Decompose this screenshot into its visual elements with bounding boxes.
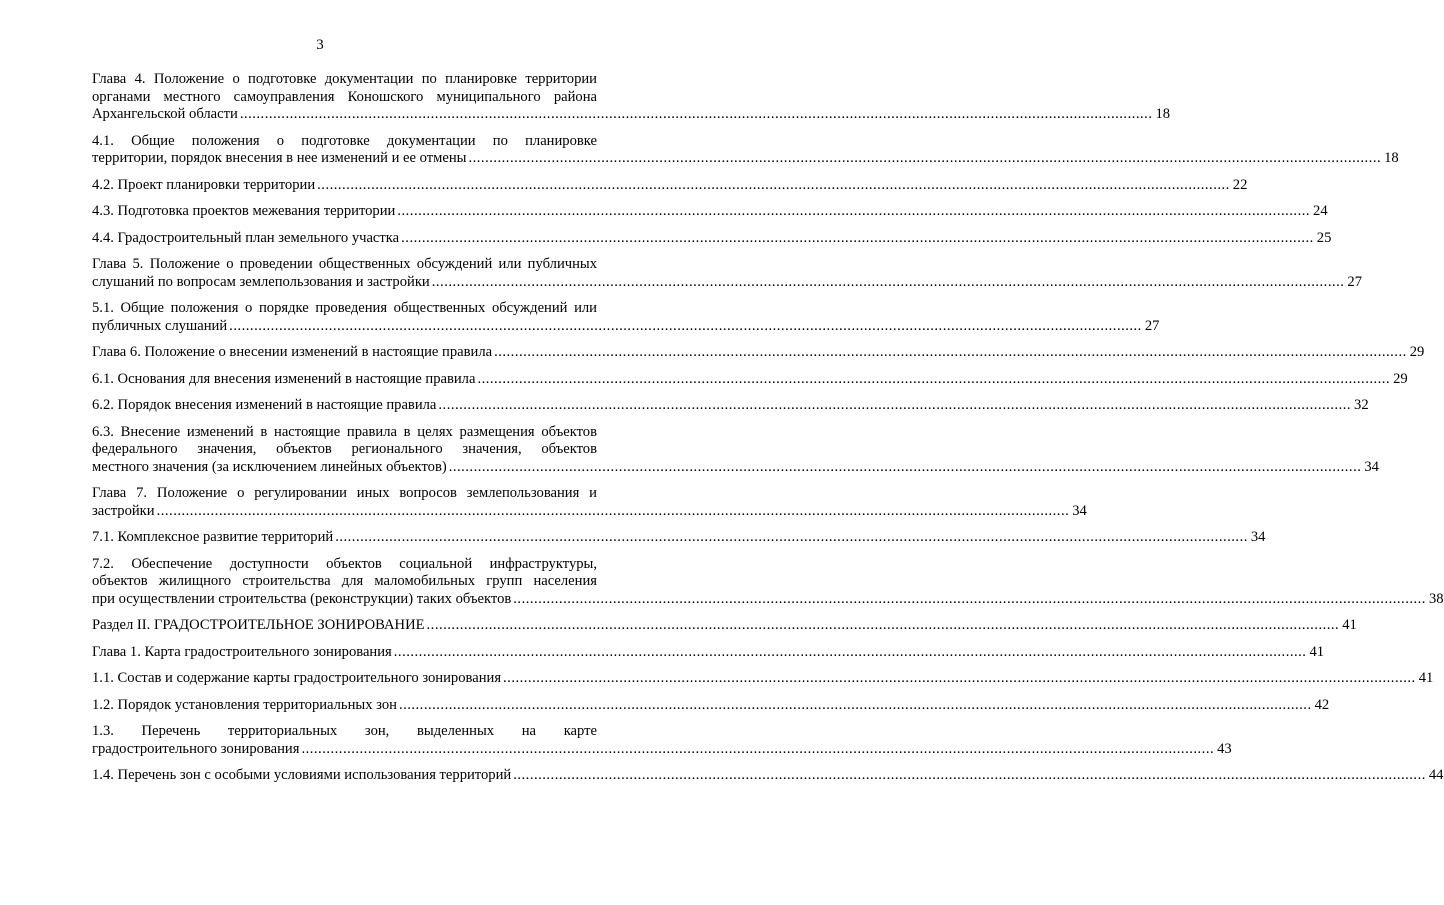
toc-entry-title: 1.1. Состав и содержание карты градостроительного зонирования xyxy=(92,670,502,686)
toc-entry-line: 1.3. Перечень территориальных зон, выделенных на карте xyxy=(92,723,597,739)
toc-entry-page-number: 29 xyxy=(1409,344,1425,360)
toc-entry-title: 6.1. Основания для внесения изменений в настоящие правила xyxy=(92,370,476,387)
toc-entry-page-number: 34 xyxy=(1250,529,1266,545)
toc-entry[interactable] xyxy=(92,423,1379,477)
toc-entry[interactable] xyxy=(92,767,1444,785)
toc-entry-line: Глава 4. Положение о подготовке документации по планировке территории xyxy=(92,71,597,87)
toc-entry-page-number: 27 xyxy=(1347,273,1362,290)
toc-entry-line: объектов жилищного строительства для маломобильных групп населения xyxy=(92,573,597,589)
toc-entry-last-line xyxy=(92,696,1330,715)
dot-leader: ............................................................................................................................................................................................................................ xyxy=(438,397,1352,413)
dot-leader: ............................................................................................................................................................................................................................ xyxy=(393,643,1307,660)
toc-entry-title: градостроительного зонирования xyxy=(92,740,300,757)
dot-leader: ............................................................................................................................................................................................................................ xyxy=(513,767,1426,783)
dot-leader: ............................................................................................................................................................................................................................ xyxy=(156,502,1070,519)
toc-entry-page-number: 42 xyxy=(1314,696,1330,713)
toc-entry-title: местного значения (за исключением линейных объектов) xyxy=(92,458,447,475)
toc-entry-title: 7.1. Комплексное развитие территорий xyxy=(92,529,334,545)
toc-entry-page-number: 24 xyxy=(1313,203,1328,219)
dot-leader: ............................................................................................................................................................................................................................ xyxy=(503,670,1416,686)
toc-entry[interactable] xyxy=(92,617,1357,635)
toc-entry-title: при осуществлении строительства (реконструкции) таких объектов xyxy=(92,590,512,607)
toc-entry-page-number: 27 xyxy=(1144,317,1160,334)
toc-entry-last-line xyxy=(92,529,1266,547)
toc-entry-title: 4.4. Градостроительный план земельного участка xyxy=(92,229,400,246)
toc-entry-line: Глава 5. Положение о проведении общественных обсуждений или публичных xyxy=(92,256,597,272)
toc-entry-last-line xyxy=(92,670,1434,688)
dot-leader: ............................................................................................................................................................................................................................ xyxy=(317,176,1230,193)
toc-entry[interactable] xyxy=(92,176,1248,195)
toc-entry-line: 5.1. Общие положения о порядке проведения общественных обсуждений или xyxy=(92,300,597,316)
toc-entry[interactable] xyxy=(92,229,1332,248)
toc-entry-last-line xyxy=(92,203,1328,221)
toc-entry-last-line xyxy=(92,767,1444,785)
toc-entry-last-line xyxy=(92,590,1444,609)
toc-entry-last-line xyxy=(92,370,1408,389)
toc-entry-page-number: 32 xyxy=(1354,397,1369,413)
dot-leader: ............................................................................................................................................................................................................................ xyxy=(239,106,1153,122)
toc-entry-last-line xyxy=(92,106,1171,124)
toc-entry-line: Глава 7. Положение о регулировании иных вопросов землепользования и xyxy=(92,485,597,501)
toc-entry[interactable] xyxy=(92,370,1408,389)
toc-entry-title: Глава 6. Положение о внесении изменений в настоящие правила xyxy=(92,344,493,360)
toc-entry[interactable] xyxy=(92,643,1325,662)
toc-entry-line: 7.2. Обеспечение доступности объектов социальной инфраструктуры, xyxy=(92,555,597,572)
toc-entry-title: 4.3. Подготовка проектов межевания территории xyxy=(92,203,396,219)
dot-leader: ............................................................................................................................................................................................................................ xyxy=(513,590,1426,607)
toc-entry-page-number: 34 xyxy=(1072,502,1087,519)
toc-entry-title: 1.4. Перечень зон с особыми условиями использования территорий xyxy=(92,767,512,783)
toc-entry[interactable] xyxy=(92,132,1399,168)
dot-leader: ............................................................................................................................................................................................................................ xyxy=(426,617,1340,633)
toc-entry-last-line xyxy=(92,617,1357,635)
toc-entry-line: 4.1. Общие положения о подготовке документации по планировке xyxy=(92,132,597,149)
dot-leader: ............................................................................................................................................................................................................................ xyxy=(448,458,1362,475)
dot-leader: ............................................................................................................................................................................................................................ xyxy=(301,740,1215,757)
toc-entry-title: публичных слушаний xyxy=(92,317,228,334)
toc-entry[interactable] xyxy=(92,256,1362,291)
page-number: 3 xyxy=(316,37,324,53)
toc-entry[interactable] xyxy=(92,203,1328,221)
toc-entry-page-number: 44 xyxy=(1428,767,1444,783)
toc-entry[interactable] xyxy=(92,71,1171,124)
toc-entry[interactable] xyxy=(92,529,1266,547)
table-of-contents xyxy=(92,71,1444,794)
toc-entry-page-number: 34 xyxy=(1364,458,1379,475)
toc-entry[interactable] xyxy=(92,723,1232,758)
dot-leader: ............................................................................................................................................................................................................................ xyxy=(398,696,1312,713)
toc-entry-last-line xyxy=(92,229,1332,248)
toc-entry-last-line xyxy=(92,317,1160,336)
toc-entry-page-number: 41 xyxy=(1418,670,1434,686)
toc-entry[interactable] xyxy=(92,670,1434,688)
toc-entry-line: 6.3. Внесение изменений в настоящие правила в целях размещения объектов xyxy=(92,423,597,440)
toc-entry-page-number: 22 xyxy=(1232,176,1248,193)
toc-entry-line: федерального значения, объектов регионального значения, объектов xyxy=(92,441,597,457)
toc-entry-page-number: 18 xyxy=(1384,150,1399,166)
toc-entry[interactable] xyxy=(92,344,1425,362)
toc-entry-page-number: 41 xyxy=(1309,643,1325,660)
toc-entry-last-line xyxy=(92,150,1399,168)
dot-leader: ............................................................................................................................................................................................................................ xyxy=(468,150,1382,166)
toc-entry-last-line xyxy=(92,643,1325,662)
dot-leader: ............................................................................................................................................................................................................................ xyxy=(494,344,1407,360)
toc-entry-title: 4.2. Проект планировки территории xyxy=(92,176,316,193)
toc-entry-page-number: 25 xyxy=(1316,229,1332,246)
toc-entry-page-number: 43 xyxy=(1217,740,1232,757)
toc-entry-line: органами местного самоуправления Коношского муниципального района xyxy=(92,88,597,105)
toc-entry-title: территории, порядок внесения в нее изменений и ее отмены xyxy=(92,150,467,166)
toc-entry-page-number: 29 xyxy=(1393,370,1408,387)
toc-entry-page-number: 41 xyxy=(1342,617,1357,633)
toc-entry-page-number: 18 xyxy=(1155,106,1171,122)
dot-leader: ............................................................................................................................................................................................................................ xyxy=(477,370,1391,387)
toc-entry[interactable] xyxy=(92,696,1330,715)
toc-entry-title: слушаний по вопросам землепользования и застройки xyxy=(92,273,430,290)
toc-entry-last-line xyxy=(92,344,1425,362)
toc-entry-title: застройки xyxy=(92,502,155,519)
dot-leader: ............................................................................................................................................................................................................................ xyxy=(335,529,1248,545)
toc-entry[interactable] xyxy=(92,555,1444,609)
toc-entry-title: 1.2. Порядок установления территориальных зон xyxy=(92,696,397,713)
toc-entry[interactable] xyxy=(92,300,1160,335)
toc-entry-last-line xyxy=(92,502,1087,521)
toc-entry-last-line xyxy=(92,740,1232,759)
toc-entry-last-line xyxy=(92,273,1362,292)
toc-entry-title: 6.2. Порядок внесения изменений в настоящие правила xyxy=(92,397,437,413)
dot-leader: ............................................................................................................................................................................................................................ xyxy=(229,317,1142,334)
dot-leader: ............................................................................................................................................................................................................................ xyxy=(397,203,1311,219)
dot-leader: ............................................................................................................................................................................................................................ xyxy=(431,273,1345,290)
toc-entry-title: Глава 1. Карта градостроительного зонирования xyxy=(92,643,392,660)
dot-leader: ............................................................................................................................................................................................................................ xyxy=(401,229,1314,246)
toc-entry[interactable] xyxy=(92,485,1087,520)
toc-entry-title: Раздел II. ГРАДОСТРОИТЕЛЬНОЕ ЗОНИРОВАНИЕ xyxy=(92,617,425,633)
toc-entry[interactable] xyxy=(92,397,1369,415)
toc-entry-last-line xyxy=(92,458,1379,477)
toc-entry-last-line xyxy=(92,397,1369,415)
toc-entry-title: Архангельской области xyxy=(92,106,238,122)
toc-entry-page-number: 38 xyxy=(1428,590,1444,607)
toc-entry-last-line xyxy=(92,176,1248,195)
